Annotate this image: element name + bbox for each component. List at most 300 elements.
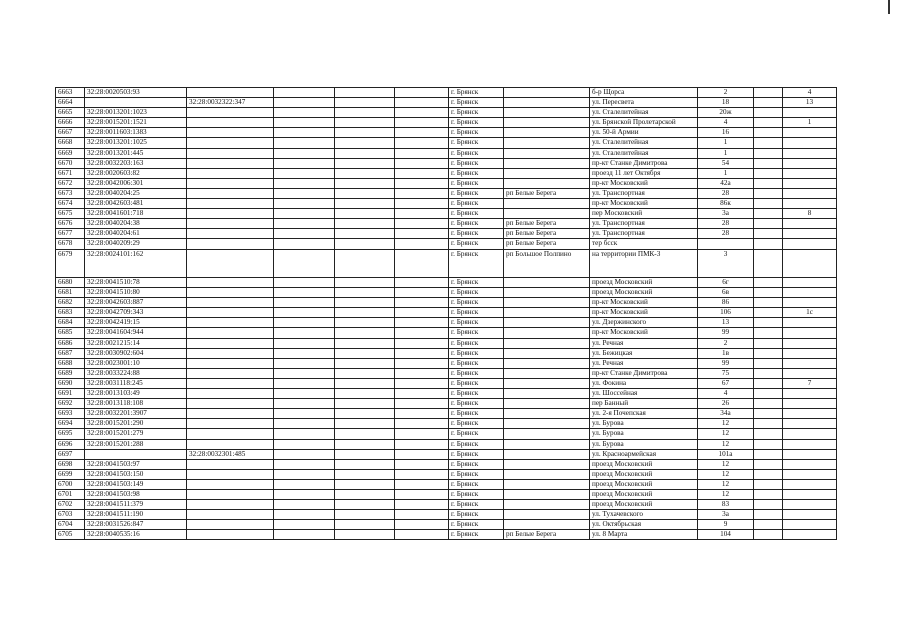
city: г. Брянск — [449, 338, 504, 348]
city: г. Брянск — [449, 399, 504, 409]
city: г. Брянск — [449, 530, 504, 540]
city: г. Брянск — [449, 118, 504, 128]
street: проезд Московский — [590, 479, 698, 489]
cadastral-number-alt — [187, 500, 274, 510]
row-number: 6675 — [56, 209, 85, 219]
house-number: 104 — [698, 530, 754, 540]
empty-cell — [395, 500, 449, 510]
table-row — [56, 168, 837, 178]
row-number: 6679 — [56, 249, 85, 278]
city: г. Брянск — [449, 199, 504, 209]
city: г. Брянск — [449, 328, 504, 338]
empty-cell — [335, 249, 395, 278]
empty-cell — [274, 88, 335, 98]
cadastral-number: 32:28:0011603:1383 — [85, 128, 187, 138]
empty-cell — [754, 138, 783, 148]
table-row — [56, 348, 837, 358]
cadastral-number: 32:28:0033224:88 — [85, 368, 187, 378]
cadastral-number: 32:28:0040204:38 — [85, 219, 187, 229]
empty-cell — [274, 298, 335, 308]
cadastral-number-alt — [187, 138, 274, 148]
settlement — [504, 118, 590, 128]
table-row — [56, 209, 837, 219]
cadastral-number: 32:28:0013201:445 — [85, 148, 187, 158]
street: ул. Транспортная — [590, 188, 698, 198]
cadastral-number-alt — [187, 239, 274, 249]
table-row — [56, 219, 837, 229]
cadastral-number: 32:28:0041511:190 — [85, 510, 187, 520]
empty-cell — [395, 168, 449, 178]
row-number: 6695 — [56, 429, 85, 439]
street: на территории ПМК-3 — [590, 249, 698, 278]
row-number: 6696 — [56, 439, 85, 449]
row-number: 6663 — [56, 88, 85, 98]
street: ул. Речная — [590, 338, 698, 348]
apartment-number — [783, 178, 837, 188]
cadastral-number: 32:28:0031118:245 — [85, 378, 187, 388]
empty-cell — [274, 439, 335, 449]
apartment-number — [783, 229, 837, 239]
cadastral-number: 32:28:0015201:288 — [85, 439, 187, 449]
settlement — [504, 288, 590, 298]
street: ул. 8 Марта — [590, 530, 698, 540]
house-number: 28 — [698, 219, 754, 229]
city: г. Брянск — [449, 219, 504, 229]
empty-cell — [274, 378, 335, 388]
city: г. Брянск — [449, 510, 504, 520]
empty-cell — [335, 530, 395, 540]
empty-cell — [754, 429, 783, 439]
cadastral-number: 32:28:0042006:301 — [85, 178, 187, 188]
house-number: 34а — [698, 409, 754, 419]
house-number: 3а — [698, 209, 754, 219]
empty-cell — [754, 308, 783, 318]
row-number: 6673 — [56, 188, 85, 198]
empty-cell — [335, 168, 395, 178]
empty-cell — [274, 318, 335, 328]
apartment-number — [783, 530, 837, 540]
city: г. Брянск — [449, 520, 504, 530]
empty-cell — [395, 419, 449, 429]
house-number: 12 — [698, 489, 754, 499]
empty-cell — [395, 429, 449, 439]
row-number: 6682 — [56, 298, 85, 308]
street: ул. Фокина — [590, 378, 698, 388]
street: проезд Московский — [590, 288, 698, 298]
empty-cell — [335, 489, 395, 499]
row-number: 6668 — [56, 138, 85, 148]
empty-cell — [754, 188, 783, 198]
cadastral-number: 32:28:0040535:16 — [85, 530, 187, 540]
cadastral-number-alt — [187, 298, 274, 308]
empty-cell — [395, 479, 449, 489]
apartment-number — [783, 278, 837, 288]
settlement — [504, 409, 590, 419]
cadastral-number — [85, 98, 187, 108]
row-number: 6693 — [56, 409, 85, 419]
empty-cell — [335, 219, 395, 229]
empty-cell — [754, 328, 783, 338]
apartment-number: 1 — [783, 118, 837, 128]
empty-cell — [274, 479, 335, 489]
row-number: 6700 — [56, 479, 85, 489]
city: г. Брянск — [449, 88, 504, 98]
house-number: 67 — [698, 378, 754, 388]
cadastral-number: 32:28:0041604:944 — [85, 328, 187, 338]
cadastral-number-alt — [187, 108, 274, 118]
empty-cell — [754, 229, 783, 239]
street: б-р Щорса — [590, 88, 698, 98]
house-number: 4 — [698, 118, 754, 128]
city: г. Брянск — [449, 358, 504, 368]
city: г. Брянск — [449, 168, 504, 178]
empty-cell — [335, 459, 395, 469]
cadastral-number: 32:28:0042709:343 — [85, 308, 187, 318]
city: г. Брянск — [449, 148, 504, 158]
house-number: 106 — [698, 308, 754, 318]
empty-cell — [274, 288, 335, 298]
settlement — [504, 209, 590, 219]
table-row — [56, 368, 837, 378]
city: г. Брянск — [449, 209, 504, 219]
empty-cell — [335, 378, 395, 388]
apartment-number: 4 — [783, 88, 837, 98]
table-row — [56, 108, 837, 118]
cadastral-number-alt: 32:28:0032301:485 — [187, 449, 274, 459]
apartment-number — [783, 199, 837, 209]
house-number: 1в — [698, 348, 754, 358]
city: г. Брянск — [449, 229, 504, 239]
empty-cell — [274, 429, 335, 439]
empty-cell — [274, 128, 335, 138]
cadastral-number-alt — [187, 178, 274, 188]
empty-cell — [754, 479, 783, 489]
table-row — [56, 318, 837, 328]
row-number: 6694 — [56, 419, 85, 429]
empty-cell — [395, 98, 449, 108]
house-number: 26 — [698, 399, 754, 409]
empty-cell — [335, 358, 395, 368]
apartment-number — [783, 188, 837, 198]
empty-cell — [395, 118, 449, 128]
cadastral-number-alt — [187, 399, 274, 409]
city: г. Брянск — [449, 158, 504, 168]
row-number: 6703 — [56, 510, 85, 520]
cadastral-number: 32:28:0015201:279 — [85, 429, 187, 439]
empty-cell — [335, 348, 395, 358]
cadastral-number-alt: 32:28:0032322:347 — [187, 98, 274, 108]
street: ул. Бурова — [590, 419, 698, 429]
empty-cell — [274, 148, 335, 158]
table-row — [56, 399, 837, 409]
apartment-number — [783, 108, 837, 118]
empty-cell — [754, 530, 783, 540]
cadastral-number-alt — [187, 439, 274, 449]
row-number: 6697 — [56, 449, 85, 459]
table-row — [56, 378, 837, 388]
empty-cell — [335, 278, 395, 288]
table-row — [56, 500, 837, 510]
empty-cell — [754, 449, 783, 459]
table-row — [56, 249, 837, 278]
empty-cell — [274, 500, 335, 510]
apartment-number — [783, 318, 837, 328]
cadastral-number: 32:28:0041510:78 — [85, 278, 187, 288]
cadastral-number-alt — [187, 168, 274, 178]
empty-cell — [335, 479, 395, 489]
empty-cell — [274, 459, 335, 469]
street: ул. Сталелитейная — [590, 138, 698, 148]
settlement — [504, 399, 590, 409]
street: пр-кт Московский — [590, 199, 698, 209]
street: ул. Речная — [590, 358, 698, 368]
row-number: 6669 — [56, 148, 85, 158]
table-row — [56, 429, 837, 439]
cadastral-number: 32:28:0015201:1521 — [85, 118, 187, 128]
cadastral-number-alt — [187, 278, 274, 288]
city: г. Брянск — [449, 368, 504, 378]
settlement — [504, 88, 590, 98]
empty-cell — [395, 148, 449, 158]
row-number: 6671 — [56, 168, 85, 178]
city: г. Брянск — [449, 500, 504, 510]
empty-cell — [335, 148, 395, 158]
settlement: рп Большое Полпино — [504, 249, 590, 278]
cadastral-number-alt — [187, 479, 274, 489]
empty-cell — [395, 510, 449, 520]
city: г. Брянск — [449, 489, 504, 499]
settlement — [504, 459, 590, 469]
table-row — [56, 530, 837, 540]
street: ул. Пересвета — [590, 98, 698, 108]
house-number: 1 — [698, 138, 754, 148]
row-number: 6667 — [56, 128, 85, 138]
house-number: 99 — [698, 328, 754, 338]
cadastral-number: 32:28:0041503:97 — [85, 459, 187, 469]
empty-cell — [395, 439, 449, 449]
empty-cell — [395, 219, 449, 229]
row-number: 6680 — [56, 278, 85, 288]
settlement: рп Белые Берега — [504, 188, 590, 198]
row-number: 6704 — [56, 520, 85, 530]
row-number: 6698 — [56, 459, 85, 469]
apartment-number: 7 — [783, 378, 837, 388]
cadastral-number-alt — [187, 148, 274, 158]
house-number: 83 — [698, 500, 754, 510]
table-row — [56, 479, 837, 489]
empty-cell — [335, 118, 395, 128]
street: пр-кт Станке Димитрова — [590, 368, 698, 378]
empty-cell — [754, 128, 783, 138]
settlement — [504, 98, 590, 108]
empty-cell — [395, 229, 449, 239]
table-row — [56, 138, 837, 148]
cadastral-number: 32:28:0013201:1023 — [85, 108, 187, 118]
table-row — [56, 88, 837, 98]
empty-cell — [335, 419, 395, 429]
city: г. Брянск — [449, 479, 504, 489]
cadastral-number: 32:28:0041503:150 — [85, 469, 187, 479]
empty-cell — [395, 298, 449, 308]
empty-cell — [395, 530, 449, 540]
street: проезд Московский — [590, 459, 698, 469]
house-number: 16 — [698, 128, 754, 138]
apartment-number — [783, 239, 837, 249]
cadastral-number: 32:28:0030902:604 — [85, 348, 187, 358]
cadastral-number: 32:28:0042603:481 — [85, 199, 187, 209]
empty-cell — [335, 469, 395, 479]
empty-cell — [395, 378, 449, 388]
empty-cell — [274, 510, 335, 520]
empty-cell — [335, 308, 395, 318]
settlement — [504, 348, 590, 358]
empty-cell — [274, 168, 335, 178]
settlement — [504, 318, 590, 328]
settlement — [504, 510, 590, 520]
settlement — [504, 419, 590, 429]
empty-cell — [395, 188, 449, 198]
settlement — [504, 479, 590, 489]
empty-cell — [754, 318, 783, 328]
street: ул. Сталелитейная — [590, 148, 698, 158]
cadastral-number: 32:28:0020603:82 — [85, 168, 187, 178]
street: ул. Бурова — [590, 429, 698, 439]
settlement — [504, 138, 590, 148]
empty-cell — [754, 158, 783, 168]
empty-cell — [754, 500, 783, 510]
house-number: 12 — [698, 469, 754, 479]
table-row — [56, 239, 837, 249]
apartment-number — [783, 249, 837, 278]
cadastral-number: 32:28:0020503:93 — [85, 88, 187, 98]
city: г. Брянск — [449, 108, 504, 118]
table-row — [56, 308, 837, 318]
city: г. Брянск — [449, 239, 504, 249]
empty-cell — [754, 298, 783, 308]
settlement — [504, 148, 590, 158]
table-row — [56, 188, 837, 198]
empty-cell — [754, 118, 783, 128]
cadastral-number: 32:28:0021215:14 — [85, 338, 187, 348]
settlement: рп Белые Берега — [504, 229, 590, 239]
street: проезд Московский — [590, 469, 698, 479]
apartment-number — [783, 449, 837, 459]
settlement — [504, 449, 590, 459]
house-number: 42а — [698, 178, 754, 188]
cadastral-number-alt — [187, 489, 274, 499]
empty-cell — [335, 88, 395, 98]
empty-cell — [395, 199, 449, 209]
apartment-number — [783, 469, 837, 479]
row-number: 6687 — [56, 348, 85, 358]
settlement: рп Белые Берега — [504, 530, 590, 540]
row-number: 6677 — [56, 229, 85, 239]
house-number: 12 — [698, 459, 754, 469]
empty-cell — [335, 98, 395, 108]
empty-cell — [754, 348, 783, 358]
cadastral-number: 32:28:0032203:163 — [85, 158, 187, 168]
empty-cell — [274, 368, 335, 378]
empty-cell — [754, 459, 783, 469]
empty-cell — [395, 489, 449, 499]
settlement — [504, 378, 590, 388]
registry-rows — [56, 88, 837, 540]
empty-cell — [754, 419, 783, 429]
cadastral-number-alt — [187, 199, 274, 209]
table-row — [56, 288, 837, 298]
empty-cell — [395, 459, 449, 469]
table-row — [56, 118, 837, 128]
cadastral-number-alt — [187, 308, 274, 318]
empty-cell — [395, 520, 449, 530]
empty-cell — [754, 219, 783, 229]
empty-cell — [395, 338, 449, 348]
empty-cell — [395, 278, 449, 288]
street: ул. Транспортная — [590, 219, 698, 229]
street: проезд Московский — [590, 489, 698, 499]
house-number: 12 — [698, 429, 754, 439]
street: пр-кт Станке Димитрова — [590, 158, 698, 168]
house-number: 12 — [698, 479, 754, 489]
empty-cell — [754, 98, 783, 108]
settlement — [504, 520, 590, 530]
empty-cell — [274, 249, 335, 278]
city: г. Брянск — [449, 308, 504, 318]
cadastral-number-alt — [187, 459, 274, 469]
row-number: 6692 — [56, 399, 85, 409]
settlement — [504, 389, 590, 399]
empty-cell — [274, 520, 335, 530]
empty-cell — [754, 469, 783, 479]
empty-cell — [754, 178, 783, 188]
cadastral-number-alt — [187, 88, 274, 98]
apartment-number: 1с — [783, 308, 837, 318]
empty-cell — [274, 158, 335, 168]
empty-cell — [754, 378, 783, 388]
cadastral-number-alt — [187, 288, 274, 298]
empty-cell — [335, 188, 395, 198]
house-number: 2 — [698, 338, 754, 348]
apartment-number — [783, 158, 837, 168]
cadastral-number: 32:28:0041511:379 — [85, 500, 187, 510]
table-row — [56, 358, 837, 368]
settlement: рп Белые Берега — [504, 219, 590, 229]
settlement — [504, 199, 590, 209]
settlement — [504, 278, 590, 288]
street: ул. Транспортная — [590, 229, 698, 239]
apartment-number — [783, 328, 837, 338]
street: ул. Красноармейская — [590, 449, 698, 459]
empty-cell — [335, 429, 395, 439]
empty-cell — [335, 239, 395, 249]
cadastral-number: 32:28:0023001:10 — [85, 358, 187, 368]
empty-cell — [754, 510, 783, 520]
street: тер бсск — [590, 239, 698, 249]
street: ул. Бурова — [590, 439, 698, 449]
empty-cell — [754, 239, 783, 249]
apartment-number — [783, 288, 837, 298]
house-number: 86к — [698, 199, 754, 209]
row-number: 6670 — [56, 158, 85, 168]
house-number: 99 — [698, 358, 754, 368]
settlement — [504, 338, 590, 348]
row-number: 6702 — [56, 500, 85, 510]
empty-cell — [395, 249, 449, 278]
row-number: 6705 — [56, 530, 85, 540]
apartment-number — [783, 429, 837, 439]
settlement — [504, 500, 590, 510]
empty-cell — [274, 399, 335, 409]
